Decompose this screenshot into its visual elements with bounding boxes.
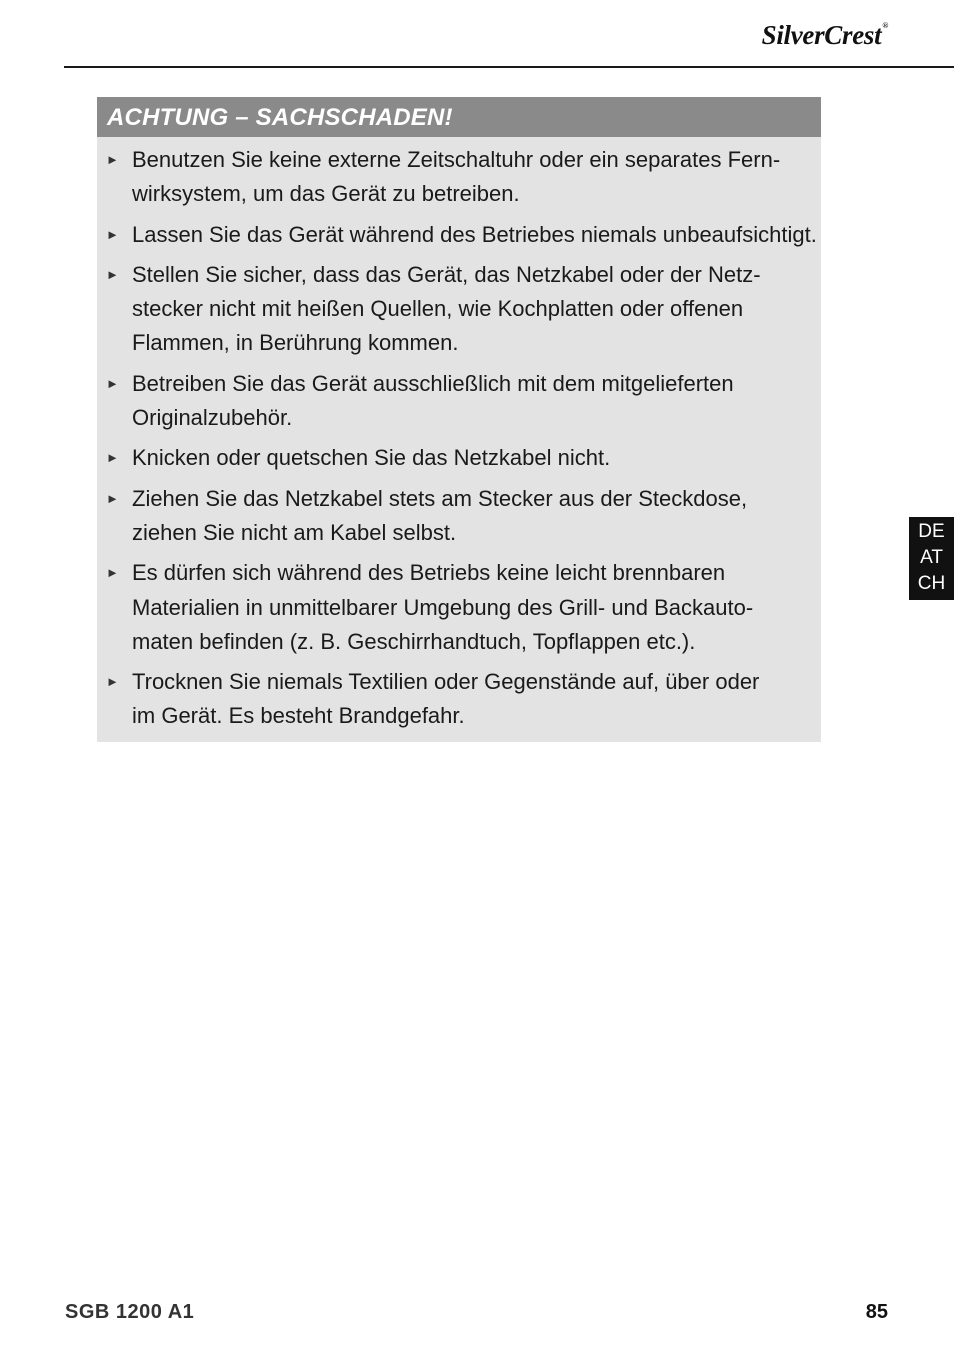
language-code-ch: CH bbox=[917, 573, 946, 594]
triangle-right-icon: ► bbox=[106, 565, 119, 581]
triangle-right-icon: ► bbox=[106, 375, 119, 391]
warning-list bbox=[97, 137, 821, 734]
triangle-right-icon: ► bbox=[106, 266, 119, 282]
list-item-line: Flammen, in Berührung kommen. bbox=[132, 330, 459, 356]
list-item-line: maten befinden (z. B. Geschirrhandtuch, Topflappen etc.). bbox=[132, 628, 696, 654]
language-code-de: DE bbox=[918, 521, 945, 542]
header-rule bbox=[64, 66, 954, 68]
list-item-line: Lassen Sie das Gerät während des Betriebes niemals unbeaufsichtigt. bbox=[132, 221, 817, 247]
list-item-line: Ziehen Sie das Netzkabel stets am Stecker aus der Steckdose, bbox=[132, 485, 748, 511]
list-item-line: Es dürfen sich während des Betriebs keine leicht brennbaren bbox=[132, 560, 726, 586]
list-item-line: Materialien in unmittelbarer Umgebung des Grill- und Backauto- bbox=[132, 594, 754, 620]
list-item-line: Betreiben Sie das Gerät ausschließlich mit dem mitgelieferten bbox=[132, 370, 734, 396]
list-item-line: Trocknen Sie niemals Textilien oder Gegenstände auf, über oder bbox=[132, 669, 760, 695]
language-tab bbox=[909, 517, 954, 600]
triangle-right-icon: ► bbox=[106, 226, 119, 242]
list-item bbox=[97, 665, 813, 734]
list-item bbox=[97, 258, 813, 361]
list-item-line: ziehen Sie nicht am Kabel selbst. bbox=[132, 519, 457, 545]
list-item-line: wirksystem, um das Gerät zu betreiben. bbox=[132, 181, 520, 207]
list-item bbox=[97, 367, 813, 436]
page-number: 85 bbox=[865, 1301, 888, 1323]
list-item-line: stecker nicht mit heißen Quellen, wie Kochplatten oder offenen bbox=[132, 296, 744, 322]
list-item-line: Benutzen Sie keine externe Zeitschaltuhr oder ein separates Fern- bbox=[132, 147, 781, 172]
list-item bbox=[97, 143, 813, 212]
list-item bbox=[97, 218, 817, 252]
triangle-right-icon: ► bbox=[106, 674, 119, 690]
language-code-at: AT bbox=[920, 547, 943, 568]
list-item-line: Stellen Sie sicher, dass das Gerät, das Netzkabel oder der Netz- bbox=[132, 261, 761, 287]
list-item-line: Originalzubehör. bbox=[132, 405, 293, 431]
triangle-right-icon: ► bbox=[106, 490, 119, 506]
brand-logo bbox=[762, 22, 888, 49]
warning-title: ACHTUNG – SACHSCHADEN! bbox=[97, 97, 821, 137]
triangle-right-icon: ► bbox=[106, 152, 119, 167]
list-item-line: Knicken oder quetschen Sie das Netzkabel nicht. bbox=[132, 445, 611, 471]
registered-mark: ® bbox=[882, 21, 888, 30]
list-item bbox=[97, 482, 813, 551]
triangle-right-icon: ► bbox=[106, 450, 119, 466]
brand-name: SilverCrest bbox=[761, 20, 882, 50]
list-item-line: im Gerät. Es besteht Brandgefahr. bbox=[132, 703, 465, 729]
model-number: SGB 1200 A1 bbox=[65, 1301, 195, 1323]
list-item bbox=[97, 556, 813, 659]
warning-box bbox=[97, 97, 821, 742]
list-item bbox=[97, 441, 813, 475]
